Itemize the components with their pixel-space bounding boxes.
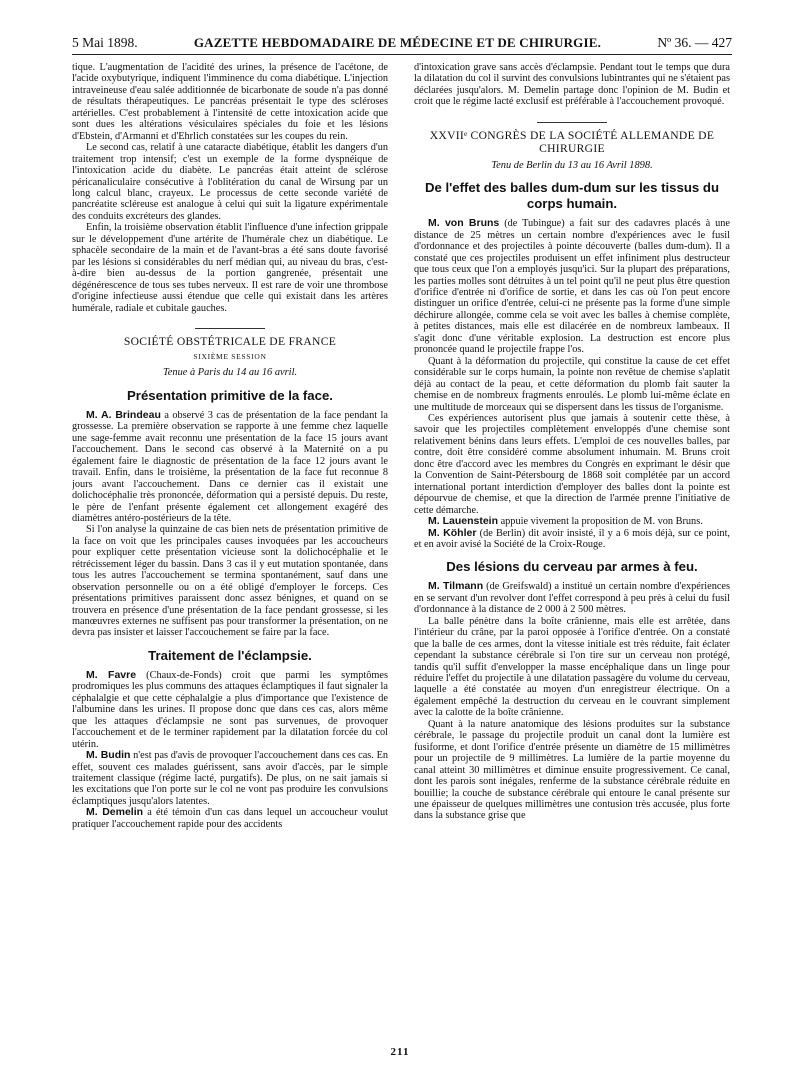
speaker-name: M. von Bruns [428, 217, 500, 230]
society-heading [72, 328, 388, 379]
congress-place: Tenu de Berlin du 13 au 16 Avril 1898. [491, 159, 653, 171]
divider [195, 328, 265, 329]
left-column [72, 62, 388, 1022]
journal-title: GAZETTE HEBDOMADAIRE DE MÉDECINE ET DE CHIRURGIE. [193, 35, 602, 50]
speaker-name: M. Lauenstein [428, 515, 499, 528]
page-number: Nº 36. — 427 [657, 35, 732, 50]
paragraph: Si l'on analyse la quinzaine de cas bien nets de présentation primitive de la face on voit que les principales causes invoquées par les accoucheurs pour expliquer cette présentation vicieuse sont la dolichocéphalie et le rétrécissement léger du bassin. Dans 3 cas il y eut mutation spontanée, dans tous les autres l'accouchement se termina spontanément, sauf dans une observation personnelle ou on a été obligé d'employer le forceps. Ces présentations primitives paraissent donc assez bénignes, et quand on se trouvera en présence d'une présentation de la face pendant grossesse, si les manœuvres externes ne suffisent pas pour transformer la présentation, on ne devra pas insister et laisser l'accouchement se faire par la face. [72, 524, 388, 639]
speaker-name: M. Demelin [86, 806, 144, 819]
paragraph: Quant à la nature anatomique des lésions produites sur la substance cérébrale, le passage du projectile produit un canal dont la lumière est fusiforme, et dont l'orifice d'entrée présente un diamètre de 15 millimètres pour un projectile de 9 millimètres. La lumière de la partie moyenne du canal atteint 30 millimètres et diminue ensuite progressivement. Ce canal, dont les parois sont inégales, renferme de la substance cérébrale réduite en bouillie; la couche de substance cérébrale qui entoure le canal présente sur une épaisseur de quelques millimètres une contusion très accusée, plus forte dans la substance grise que [414, 718, 730, 822]
paragraph: Le second cas, relatif à une cataracte diabétique, établit les dangers d'un traitement trop intensif; c'est un exemple de la forme dyspnéique de l'intoxication acide du diabète. Le pancréas était atteint de sclérose péricanaliculaire consécutive à l'oblitération du canal de Wirsung par un long calcul blanc, crayeux. Le processus de cette seconde variété de pancréatite scléreuse est analogue à celui qui suit la ligature expérimentale des conduits excréteurs des glandes. [72, 142, 388, 222]
paragraph-text: appuie vivement la proposition de M. von Bruns. [500, 516, 703, 528]
session-label: SIXIÈME SESSION [193, 351, 267, 361]
paragraph-text: (de Tubingue) a fait sur des cadavres placés à une distance de 25 mètres un certain nombre d'expériences avec le fusil d'ordonnance et des projectiles à pointe découverte (balles dum-dum). Il a constaté que ces projectiles produisent un effet infiniment plus destructeur que tous ceux que l'on a employés jusqu'ici. Sur la plupart des préparations, les parties molles sont détruites à un tel point qu'il ne peut plus être question d'orifice d'entrée ni d'orifice de sortie, et dans les cas où l'on peut encore distinguer un orifice d'entrée, celui-ci ne présente pas la forme d'une simple déchirure allongée, comme cela se voit avec les balles à chemise complète, à petites distances, mais elle est dilacérée en de nombreux lambeaux. Il s'agit donc d'une véritable explosion. La destruction est encore plus prononcée quand le projectile frappe l'os. [414, 218, 730, 356]
speaker-name: M. Favre [86, 668, 137, 681]
congress-heading [414, 122, 730, 171]
signature-mark: 211 [390, 1046, 410, 1058]
speaker-name: M. Budin [86, 749, 131, 762]
right-column [414, 62, 730, 1022]
running-header [72, 33, 732, 55]
paragraph: Ces expériences autorisent plus que jamais à soutenir cette thèse, à savoir que les projectiles complètement enveloppés d'une chemise sont relativement bénins dans leurs effets. L'emploi de ces nouvelles balles, par contre, doit être considéré comme absolument inhumain. M. Bruns croit donc être d'accord avec les membres du Congrès en exprimant le désir que la Convention de Saint-Pétersbourg de 1868 soit complétée par un accord international portant interdiction d'employer des balles dont la pointe est dépourvue de chemise, et que la direction de l'armée prenne l'initiative de cette démarche. [414, 412, 730, 516]
article-title: De l'effet des balles dum-dum sur les tissus du corps humain. [424, 180, 720, 212]
divider [537, 122, 607, 123]
paragraph-text: (de Greifswald) a institué un certain nombre d'expériences en se servant d'un revolver dont l'effet correspond à peu près à celui du fusil d'ordonnance à la distance de 2 000 à 2 500 mètres. [414, 581, 730, 616]
paragraph-text: n'est pas d'avis de provoquer l'accouchement dans ces cas. En effet, souvent ces malades guérissent, sans avoir d'accès, par le simple traitement classique (régime lacté, purgatifs). De plus, on ne sait jamais si les excitations que l'on porte sur le col ne vont pas produire les convulsions éclamptiques jusqu'alors latentes. [72, 750, 388, 807]
paragraph-text: (Chaux-de-Fonds) croit que parmi les symptômes prodromiques les plus communs des attaques éclamptiques il faut signaler la céphalalgie et que cette céphalalgie a plus d'importance que l'existence de l'albumine dans les urines. Il propose donc que dans ces cas, alors même que les attaques d'éclampsie ne sont pas survenues, de provoquer l'accouchement et de le terminer rapidement par la dilatation forcée du col utérin. [72, 669, 388, 750]
article-title: Traitement de l'éclampsie. [148, 647, 312, 663]
paragraph-text: a été témoin d'un cas dans lequel un accoucheur voulut pratiquer l'accouchement rapide pour des accidents [72, 807, 388, 830]
article-title: Des lésions du cerveau par armes à feu. [446, 559, 698, 575]
session-place: Tenue à Paris du 14 au 16 avril. [162, 367, 298, 379]
paragraph-text: a observé 3 cas de présentation de la face pendant la grossesse. La première observation se rapporte à une femme chez laquelle une sage-femme avait reconnu une présentation de la face 15 jours avant l'accouchement. Dans le second cas observé à la Maternité on a pu également faire le diagnostic de présentation de la face 12 jours avant le travail. Enfin, dans le troisième, la présentation de la face fut reconnue 8 jours avant l'accouchement. Dans ce dernier cas il existait une dolichocéphalie très prononcée, déformation qui a persisté depuis. Du reste, le père de l'enfant présente également cet allongement exagéré des diamètres antéro-postérieurs de la tête. [72, 409, 388, 524]
issue-date: 5 Mai 1898. [72, 35, 138, 50]
speaker-name: M. Tilmann [428, 580, 484, 593]
article-title: Présentation primitive de la face. [127, 387, 333, 403]
speaker-name: M. Köhler [428, 526, 477, 539]
paragraph: Enfin, la troisième observation établit l'influence d'une infection grippale sur le développement d'une artérite de l'humérale chez un diabétique. Le sphacèle secondaire de la main et de l'avant-bras a été sans doute favorisé par les lésions si considérables du nerf médian qui, au niveau du bras, c'est-à-dire bien au-dessus de la portion gangrenée, présentait une dégénérescence de tous ses tubes nerveux. Il est rare de voir une thrombose d'origine infectieuse aussi étendue que celle qui existait dans les artères humérale, radiale et cubitale gauches. [72, 222, 388, 314]
paragraph: Quant à la déformation du projectile, qui constitue la cause de cet effet considérable sur le corps humain, la pointe non revêtue de chemise s'aplatit déjà au contact de la peau, et cette déformation du plomb fait sauter la chemise en de nombreux fragments enroulés. Le plomb lui-même éclate en une multitude de morceaux qui se dispersent dans les tissus de l'organisme. [414, 355, 730, 413]
paragraph: d'intoxication grave sans accès d'éclampsie. Pendant tout le temps que dura la dilatation du col il survint des convulsions lubintrantes qui ne s'étaient pas déclarées jusqu'alors. M. Demelin partage donc l'opinion de M. Budin et croit que le régime lacté exclusif est préférable à l'accouchement provoqué. [414, 62, 730, 108]
congress-title: XXVIIᵉ CONGRÈS DE LA SOCIÉTÉ ALLEMANDE DE CHIRURGIE [429, 128, 715, 155]
paragraph: La balle pénètre dans la boîte crânienne, mais elle est arrêtée, dans l'intérieur du crâne, par la paroi opposée à l'orifice d'entrée. On a constaté que la balle de ces armes, dont la vitesse initiale est très réduite, fait éclater cependant la substance cérébrale si l'on tire sur un cerveau non protégé, tandis qu'il suffit d'envelopper la masse encéphalique dans un linge pour réduire l'effet du projectile à une dilatation passagère du volume du cerveau, laquelle a été constatée au moyen d'un enregistreur électrique. On a également empêché la destruction du cerveau en le couvrant simplement avec la calotte de la boîte crânienne. [414, 615, 730, 719]
paragraph: tique. L'augmentation de l'acidité des urines, la présence de l'acétone, de l'acide oxybutyrique, indiquent l'imminence du coma diabétique. L'injection intraveineuse d'eau salée additionnée de bicarbonate de soude n'a pas donné de résultats thérapeutiques. Le pancréas présentait le type des scléroses artérielles. C'est probablement à l'intensité de cette intoxication acide que sont dues les altérations vésiculaires spéciales du foie et les lésions d'Ebstein, d'Armanni et d'Ehrlich constatées sur les coupes du rein. [72, 62, 388, 142]
paragraph-text: (de Berlin) dit avoir insisté, il y a 6 mois déjà, sur ce point, et en avoir avisé la Société de la Croix-Rouge. [414, 527, 730, 550]
society-title: SOCIÉTÉ OBSTÉTRICALE DE FRANCE [123, 334, 337, 348]
speaker-name: M. A. Brindeau [86, 408, 161, 421]
